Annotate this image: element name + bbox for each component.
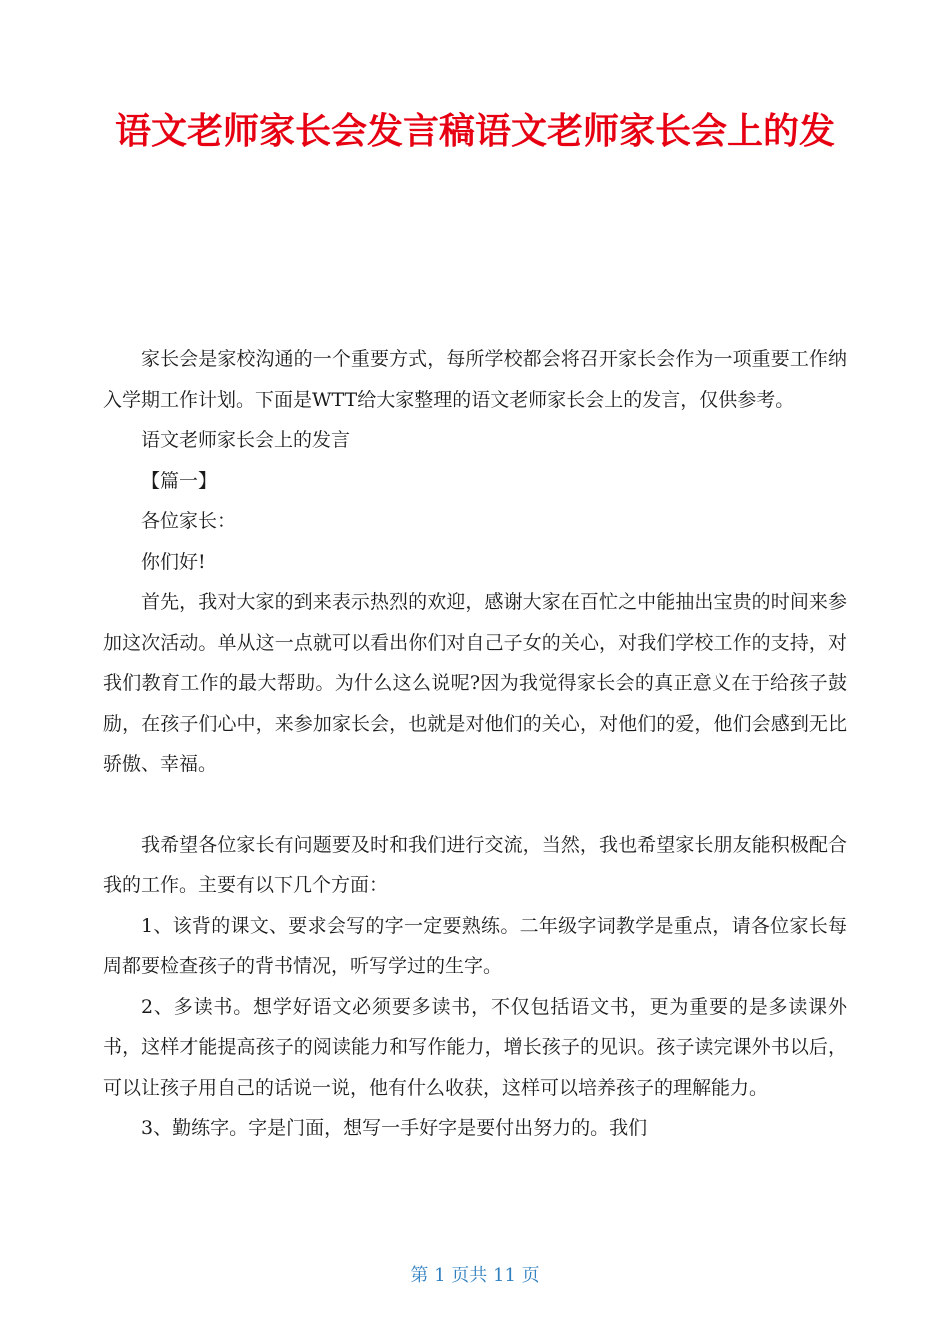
list-item-handwriting: 3、勤练字。字是门面，想写一手好字是要付出努力的。我们 (141, 1117, 648, 1139)
document-body (103, 339, 847, 1149)
section-heading: 语文老师家长会上的发言 (141, 429, 351, 451)
welcome-paragraph: 首先，我对大家的到来表示热烈的欢迎，感谢大家在百忙之中能抽出宝贵的时间来参加这次活动。单从这一点就可以看出你们对自己子女的关心，对我们学校工作的支持，对我们教育工作的最大帮助。为什么这么说呢?因为我觉得家长会的真正意义在于给孩子鼓励，在孩子们心中，来参加家长会，也就是对他们的关心，对他们的爱，他们会感到无比骄傲、幸福。 (103, 591, 847, 775)
list-item-reading: 2、多读书。想学好语文必须要多读书，不仅包括语文书，更为重要的是多读课外书，这样才能提高孩子的阅读能力和写作能力，增长孩子的见识。孩子读完课外书以后，可以让孩子用自己的话说一说，他有什么收获，这样可以培养孩子的理解能力。 (103, 995, 847, 1099)
intro-paragraph: 家长会是家校沟通的一个重要方式，每所学校都会将召开家长会作为一项重要工作纳入学期工作计划。下面是WTT给大家整理的语文老师家长会上的发言，仅供参考。 (103, 348, 847, 411)
page-number-footer: 第 1 页共 11 页 (410, 1265, 540, 1286)
document-title: 语文老师家长会发言稿语文老师家长会上的发 (114, 111, 835, 152)
greeting: 你们好! (141, 550, 206, 573)
list-item-recite: 1、该背的课文、要求会写的字一定要熟练。二年级字词教学是重点，请各位家长每周都要检查孩子的背书情况，听写学过的生字。 (103, 914, 847, 977)
salutation: 各位家长： (141, 510, 237, 532)
hope-paragraph: 我希望各位家长有问题要及时和我们进行交流，当然，我也希望家长朋友能积极配合我的工作。主要有以下几个方面： (103, 833, 847, 896)
part-label: 【篇一】 (141, 469, 218, 492)
